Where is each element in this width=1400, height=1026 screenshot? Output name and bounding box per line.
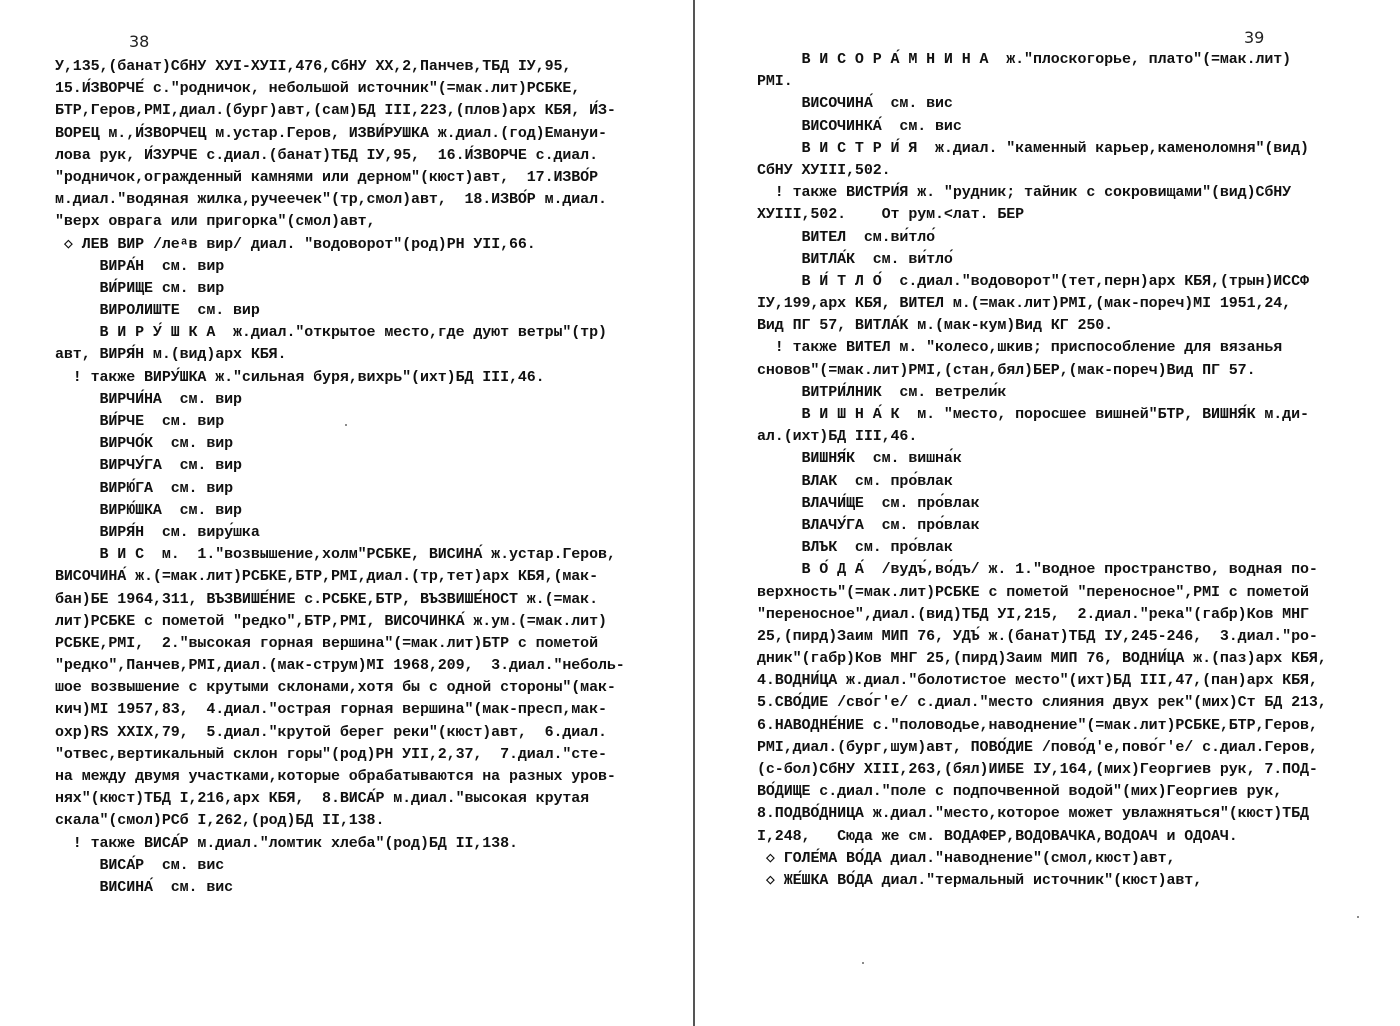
text-line: I,248, Сюда же см. ВОДАФЕР,ВОДОВАЧКА,ВОДОАЧ и ОДОАЧ. <box>757 827 1238 845</box>
text-line: ◇ ГОЛЕ́МА ВО́ДА диал."наводнение"(смол,кюст)авт, <box>757 849 1176 867</box>
right-page <box>757 0 1387 1026</box>
text-line: скала"(смол)РСб I,262,(род)БД II,138. <box>55 812 385 830</box>
text-line: ! также ВИСА́Р м.диал."ломтик хлеба"(род)БД II,138. <box>55 834 518 852</box>
text-line: ВО́ДИЩЕ с.диал."поле с подпочвенной водой"(мих)Георгиев рук, <box>757 783 1283 801</box>
text-line: ХУIII,502. От рум.<лат. БЕР <box>757 206 1025 224</box>
text-line: 15.И́ЗВОРЧЕ́ с."родничок, небольшой источник"(=мак.лит)РСБКЕ, <box>55 80 581 98</box>
text-line: РМI,диал.(бург,шум)авт, ПОВО́ДИЕ /пово́д'е,пово́г'е/ с.диал.Геров, <box>757 738 1318 756</box>
text-line: В И Р У́ Ш К А ж.диал."открытое место,где дуют ветры"(тр) <box>55 324 607 342</box>
text-line: ВИРЧО́К см. вир <box>55 435 234 453</box>
text-line: Вид ПГ 57, ВИТЛА́К м.(мак-кум)Вид КГ 250. <box>757 317 1114 335</box>
text-line: ВИСОЧИНКА́ см. вис <box>757 117 962 135</box>
text-line: ! также ВИСТРИ́Я ж. "рудник; тайник с сокровищами"(вид)СбНУ <box>757 184 1292 202</box>
text-line: 4.ВОДНИ́ЦА ж.диал."болотистое место"(ихт)БД III,47,(пан)арх КБЯ, <box>757 672 1318 690</box>
text-line: м.диал."водяная жилка,ручеечек"(тр,смол)авт, 18.ИЗВО́Р м.диал. <box>55 191 607 209</box>
text-line: ВЛАЧУ́ГА см. про́влак <box>757 516 980 534</box>
text-line: кич)MI 1957,83, 4.диал."острая горная вершина"(мак-пресп,мак- <box>55 701 607 719</box>
text-line: ВИШНЯ́К см. вишна́к <box>757 450 962 468</box>
text-line: 25,(пирд)Заим МИП 76, УДЪ́ ж.(банат)ТБД IУ,245-246, 3.диал."ро- <box>757 627 1318 645</box>
text-line: ВИРОЛИШТЕ см. вир <box>55 302 260 320</box>
text-line: ВИТЕЛ см.ви́тло́ <box>757 228 936 246</box>
text-line: ВИ́РЧЕ см. вир <box>55 413 225 430</box>
left-page <box>55 0 685 1026</box>
text-line: нях"(кюст)ТБД I,216,арх КБЯ, 8.ВИСА́Р м.диал."высокая крутая <box>55 790 590 808</box>
text-line: ◇ ЖЕ́ШКА ВО́ДА диал."термальный источник"(кюст)авт, <box>757 871 1203 889</box>
text-line: "родничок,огражденный камнями или дерном"(кюст)авт, 17.ИЗВО́Р <box>55 168 598 186</box>
text-line: IУ,199,арх КБЯ, ВИТЕЛ м.(=мак.лит)РМI,(мак-пореч)MI 1951,24, <box>757 295 1292 313</box>
text-line: охр)RS XXIX,79, 5.диал."крутой берег реки"(кюст)авт, 6.диал. <box>55 723 607 741</box>
page-number: 39 <box>1244 28 1265 47</box>
text-line: лова рук, И́ЗУРЧЕ с.диал.(банат)ТБД IУ,95, 16.И́ЗВОРЧЕ с.диал. <box>55 146 598 164</box>
text-line: В И С м. 1."возвышение,холм"РСБКЕ, ВИСИНА́ ж.устар.Геров, <box>55 546 616 564</box>
text-line: шое возвышение с крутыми склонами,хотя бы с одной стороны"(мак- <box>55 679 616 697</box>
text-line: "переносное",диал.(вид)ТБД УI,215, 2.диал."река"(габр)Ков МНГ <box>757 605 1309 623</box>
scan-speck <box>862 962 864 964</box>
text-line: дник"(габр)Ков МНГ 25,(пирд)Заим МИП 76, ВОДНИ́ЦА ж.(паз)арх КБЯ, <box>757 650 1327 668</box>
text-line: 5.СВО́ДИЕ /сво́г'е/ с.диал."место слияния двух рек"(мих)Ст БД 213, <box>757 694 1327 712</box>
page-text <box>757 49 1327 892</box>
text-line: ВИРЧИ́НА см. вир <box>55 390 242 408</box>
text-line: бан)БЕ 1964,311, ВЪЗВИШЕ́НИЕ с.РСБКЕ,БТР, ВЪЗВИШЕ́НОСТ ж.(=мак. <box>55 590 598 608</box>
text-line: ВИТРИ́ЛНИК см. ветрели́к <box>757 383 1007 401</box>
text-line: 8.ПОДВО́ДНИЦА ж.диал."место,которое может увлажняться"(кюст)ТБД <box>757 805 1309 823</box>
text-line: ВЛАЧИ́ЩЕ см. про́влак <box>757 494 980 512</box>
text-line: БТР,Геров,РМI,диал.(бург)авт,(сам)БД III,223,(плов)арх КБЯ, И́З- <box>55 102 616 120</box>
page-text <box>55 56 625 899</box>
text-line: ВИСА́Р см. вис <box>55 856 225 874</box>
page-gutter-divider <box>693 0 695 1026</box>
text-line: ВИРЮ́ГА см. вир <box>55 479 234 497</box>
text-line: сновов"(=мак.лит)РМI,(стан,бял)БЕР,(мак-пореч)Вид ПГ 57. <box>757 361 1256 379</box>
text-line: 6.НАВОДНЕ́НИЕ с."половодье,наводнение"(=мак.лит)РСБКЕ,БТР,Геров, <box>757 716 1318 734</box>
text-line: ВИТЛА́К см. ви́тло́ <box>757 250 953 268</box>
text-line: на между двумя участками,которые обрабатываются на разных уров- <box>55 768 616 785</box>
text-line: (с-бол)СбНУ XIII,263,(бял)ИИБЕ IУ,164,(мих)Георгиев рук, 7.ПОД- <box>757 761 1318 778</box>
text-line: верхность"(=мак.лит)РСБКЕ с пометой "переносное",РМI с пометой <box>757 583 1309 601</box>
text-line: ВИСОЧИНА́ см. вис <box>757 95 953 113</box>
text-line: "верх оврага или пригорка"(смол)авт, <box>55 213 376 231</box>
text-line: ВИСОЧИНА́ ж.(=мак.лит)РСБКЕ,БТР,РМI,диал.(тр,тет)арх КБЯ,(мак- <box>55 568 598 586</box>
text-line: В И С Т Р И́ Я ж.диал. "каменный карьер,каменоломня"(вид) <box>757 139 1309 157</box>
text-line: лит)РСБКЕ с пометой "редко",БТР,РМI, ВИСОЧИНКА́ ж.ум.(=мак.лит) <box>55 612 607 630</box>
scan-speck <box>1357 916 1359 918</box>
text-line: авт, ВИРЯ́Н м.(вид)арх КБЯ. <box>55 346 287 364</box>
text-line: У,135,(банат)СбНУ ХУI-ХУII,476,СбНУ ХХ,2,Панчев,ТБД IУ,95, <box>55 58 572 75</box>
text-line: РМI. <box>757 73 793 91</box>
text-line: ал.(ихт)БД III,46. <box>757 428 918 446</box>
text-line: ВИРЯ́Н см. виру́шка <box>55 523 260 541</box>
text-line: ВОРЕЦ м.,И́ЗВОРЧЕЦ м.устар.Геров, ИЗВИ́РУШКА ж.диал.(год)Емануи- <box>55 124 607 142</box>
text-line: ◇ ЛЕВ ВИР /леᵃв вир/ диал. "водоворот"(род)РН УII,66. <box>55 235 536 253</box>
text-line: СбНУ ХУIII,502. <box>757 161 891 179</box>
text-line: ! также ВИТЕЛ м. "колесо,шкив; приспособление для вязанья <box>757 339 1283 357</box>
scan-speck <box>345 424 347 426</box>
text-line: РСБКЕ,РМI, 2."высокая горная вершина"(=мак.лит)БТР с пометой <box>55 634 598 652</box>
text-line: ! также ВИРУ́ШКА ж."сильная буря,вихрь"(ихт)БД III,46. <box>55 368 545 386</box>
page-number: 38 <box>129 32 150 51</box>
text-line: ВИРА́Н см. вир <box>55 257 225 275</box>
text-line: ВИСИНА́ см. вис <box>55 878 234 896</box>
text-line: ВИ́РИЩЕ см. вир <box>55 279 225 297</box>
text-line: В И С О Р А́ М Н И Н А ж."плоскогорье, плато"(=мак.лит) <box>757 51 1292 68</box>
text-line: В И Ш Н А́ К м. "место, поросшее вишней"БТР, ВИШНЯ́К м.ди- <box>757 406 1309 423</box>
text-line: В О́ Д А́ /вудъ́,во́дъ/ ж. 1."водное пространство, водная по- <box>757 561 1318 579</box>
text-line: ВИРЮ́ШКА см. вир <box>55 501 242 519</box>
text-line: "редко",Панчев,РМI,диал.(мак-струм)MI 1968,209, 3.диал."неболь- <box>55 657 625 675</box>
text-line: ВИРЧУ́ГА см. вир <box>55 457 242 475</box>
text-line: "отвес,вертикальный склон горы"(род)РН УII,2,37, 7.диал."сте- <box>55 745 607 763</box>
text-line: В И́ Т Л О́ с.диал."водоворот"(тет,перн)арх КБЯ,(трын)ИССФ <box>757 272 1309 290</box>
text-line: ВЛАК см. про́влак <box>757 472 953 490</box>
text-line: ВЛЪК см. про́влак <box>757 539 953 557</box>
